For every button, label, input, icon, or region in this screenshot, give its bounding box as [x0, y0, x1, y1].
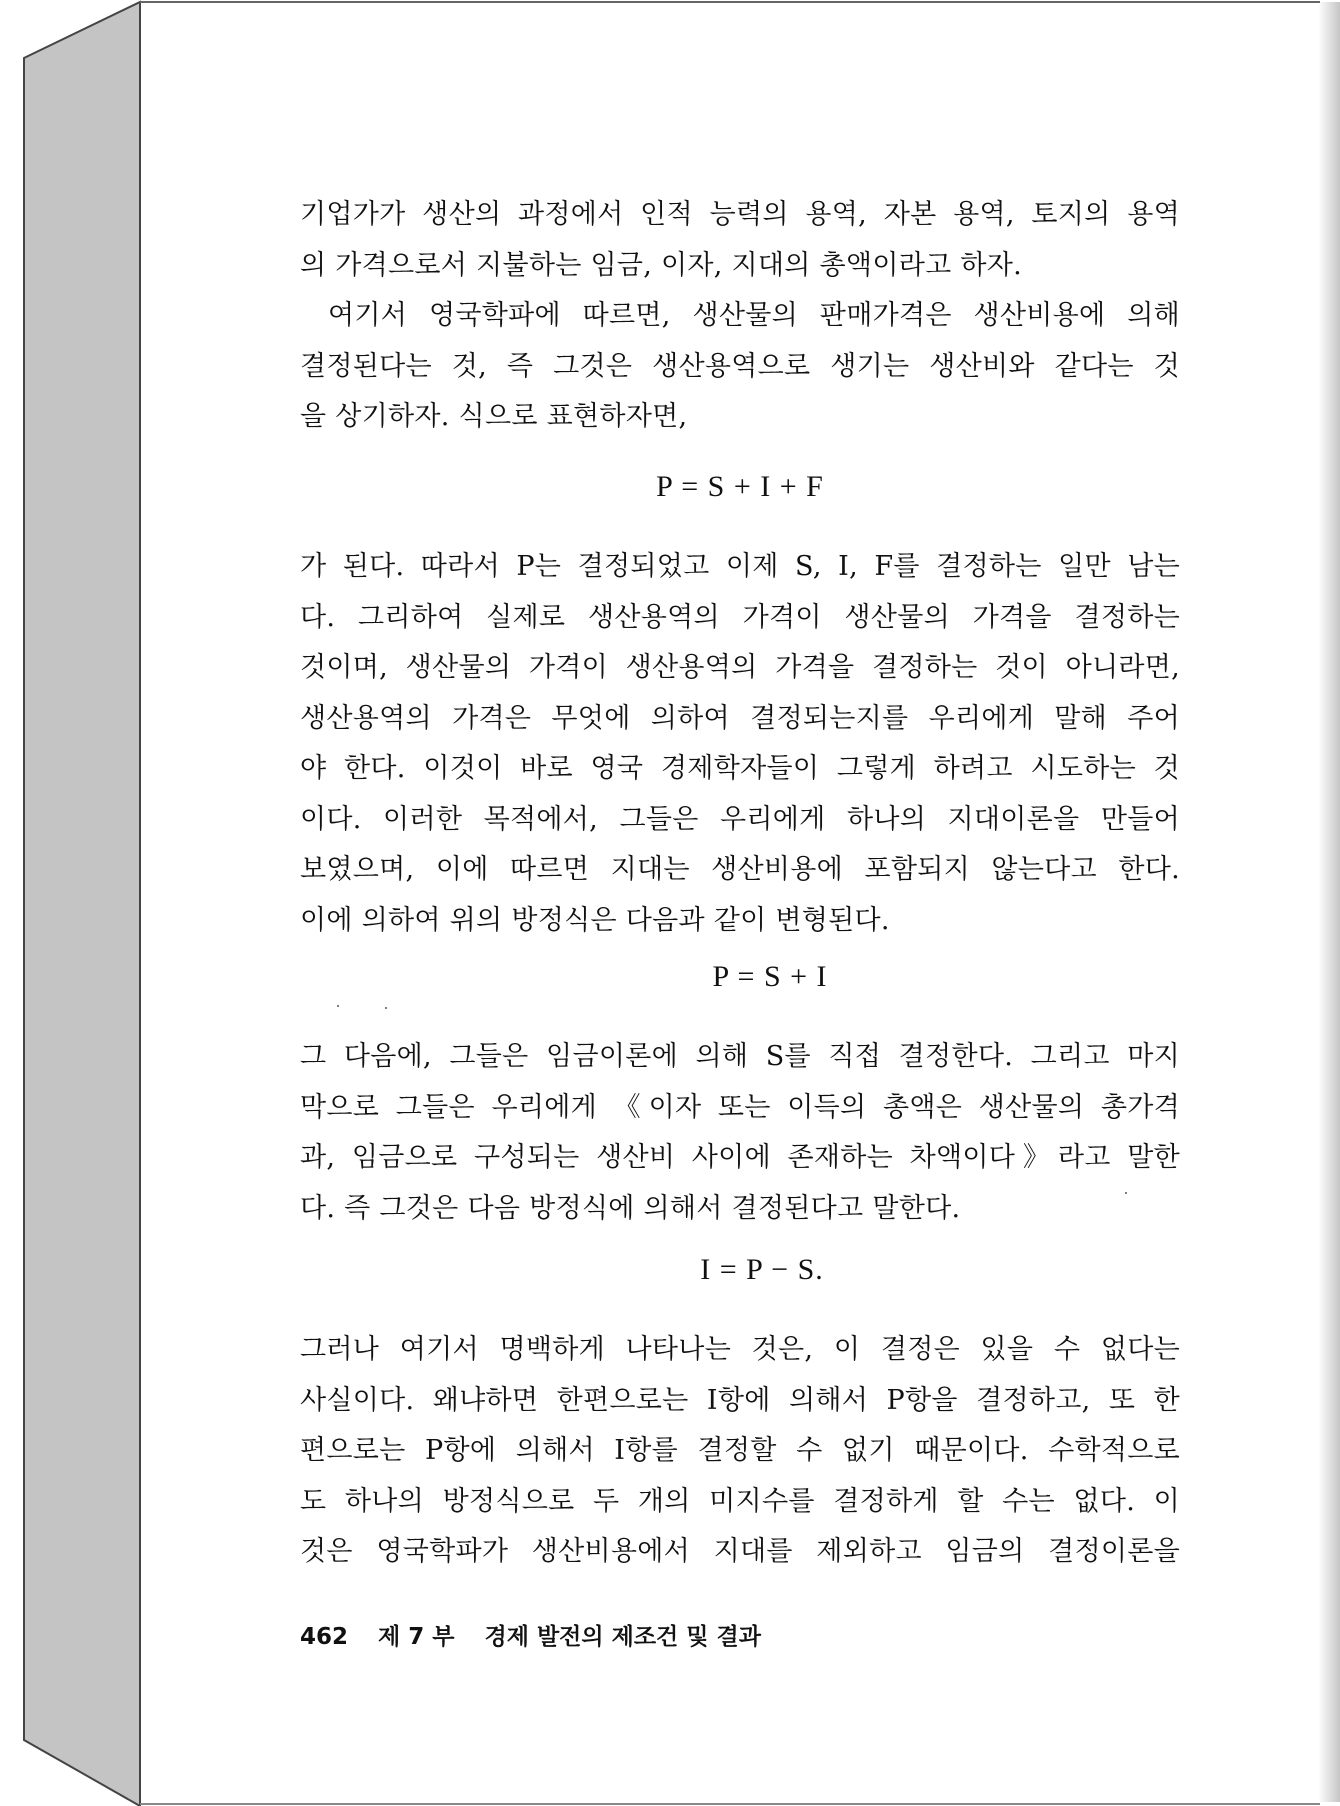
paragraph-1: [300, 190, 1180, 291]
page-edge-shadow: [1318, 2, 1340, 1802]
text-line: 도 하나의 방정식으로 두 개의 미지수를 결정하게 할 수는 없다. 이: [300, 1485, 1180, 1517]
equation-2: P = S + I: [712, 960, 828, 993]
page-number: 462: [300, 1624, 349, 1650]
paragraph-5: [300, 1325, 1180, 1578]
text-line: 여기서 영국학파에 따르면, 생산물의 판매가격은 생산비용에 의해: [328, 300, 1180, 331]
paragraph-3: [300, 542, 1180, 946]
text-line: 그러나 여기서 명백하게 나타나는 것은, 이 결정은 있을 수 없다는: [300, 1334, 1180, 1365]
text-line: 것이며, 생산물의 가격이 생산용역의 가격을 결정하는 것이 아니라면,: [300, 652, 1180, 683]
text-line: 것은 영국학파가 생산비용에서 지대를 제외하고 임금의 결정이론을: [300, 1536, 1180, 1567]
paragraph-2: [300, 291, 1180, 443]
text-line: 이다. 이러한 목적에서, 그들은 우리에게 하나의 지대이론을 만들어: [300, 803, 1180, 835]
part-label: 제 7 부: [378, 1624, 455, 1650]
scan-speck: [385, 1007, 387, 1009]
scan-speck: [1125, 1192, 1127, 1194]
text-line: 의 가격으로서 지불하는 임금, 이자, 지대의 총액이라고 하자.: [300, 249, 1022, 281]
text-line: 사실이다. 왜냐하면 한편으로는 I항에 의해서 P항을 결정하고, 또 한: [300, 1384, 1180, 1416]
page-footer: [300, 1618, 761, 1651]
text-line: 다. 즉 그것은 다음 방정식에 의해서 결정된다고 말한다.: [300, 1192, 961, 1224]
text-line: 막으로 그들은 우리에게 《이자 또는 이득의 총액은 생산물의 총가격: [300, 1091, 1180, 1123]
text-line: 생산용역의 가격은 무엇에 의하여 결정되는지를 우리에게 말해 주어: [300, 702, 1180, 734]
text-line: 과, 임금으로 구성되는 생산비 사이에 존재하는 차액이다》라고 말한: [300, 1142, 1180, 1173]
text-line: 기업가가 생산의 과정에서 인적 능력의 용역, 자본 용역, 토지의 용역: [300, 199, 1180, 230]
text-line: 보였으며, 이에 따르면 지대는 생산비용에 포함되지 않는다고 한다.: [300, 854, 1180, 885]
chapter-title: 경제 발전의 제조건 및 결과: [484, 1624, 761, 1650]
text-line: 이에 의하여 위의 방정식은 다음과 같이 변형된다.: [300, 904, 890, 936]
scan-speck: [337, 1005, 339, 1007]
equation-3: I = P − S.: [700, 1253, 824, 1286]
text-line: 결정된다는 것, 즉 그것은 생산용역으로 생기는 생산비와 같다는 것: [300, 350, 1180, 382]
text-line: 그 다음에, 그들은 임금이론에 의해 S를 직접 결정한다. 그리고 마지: [300, 1041, 1180, 1072]
text-line: 편으로는 P항에 의해서 I항를 결정할 수 없기 때문이다. 수학적으로: [300, 1435, 1180, 1466]
paragraph-4: [300, 1032, 1180, 1234]
text-line: 다. 그리하여 실제로 생산용역의 가격이 생산물의 가격을 결정하는: [300, 601, 1180, 633]
text-line: 을 상기하자. 식으로 표현하자면,: [300, 401, 688, 432]
equation-1: P = S + I + F: [656, 470, 824, 503]
text-line: 가 된다. 따라서 P는 결정되었고 이제 S, I, F를 결정하는 일만 남는: [300, 551, 1180, 582]
text-line: 야 한다. 이것이 바로 영국 경제학자들이 그렇게 하려고 시도하는 것: [300, 753, 1180, 784]
